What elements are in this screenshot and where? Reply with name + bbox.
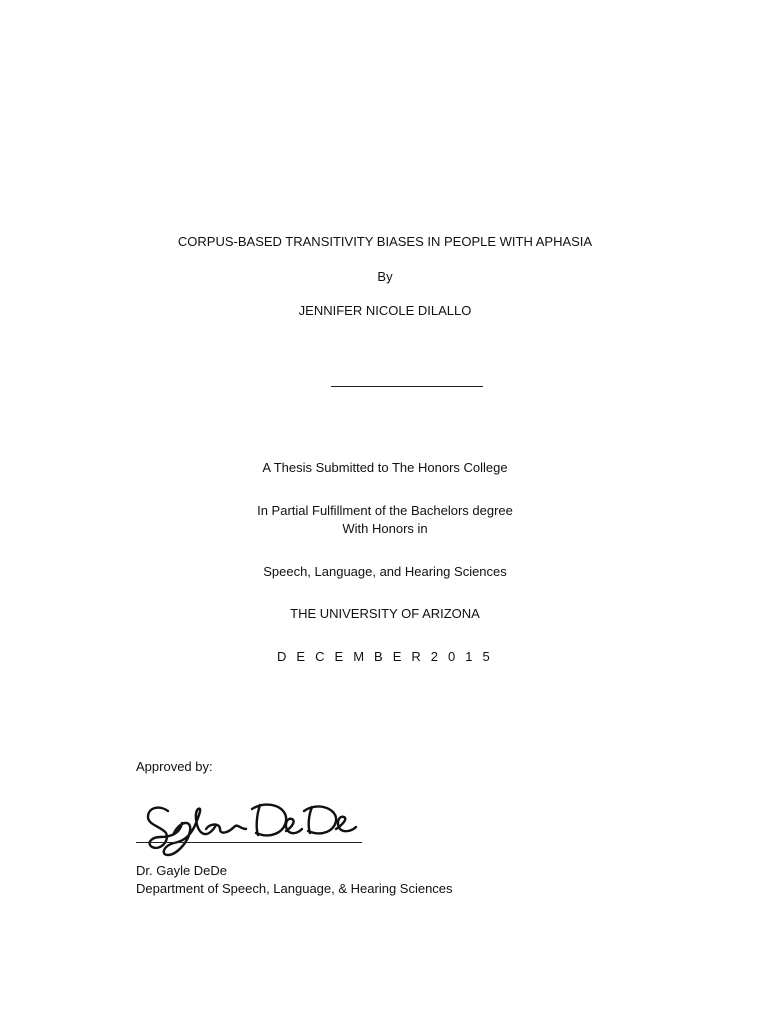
fulfillment-statement: In Partial Fulfillment of the Bachelors degree bbox=[257, 503, 513, 518]
submission-statement: A Thesis Submitted to The Honors College bbox=[262, 460, 508, 475]
approver-name: Dr. Gayle DeDe bbox=[136, 863, 228, 878]
signature-image bbox=[140, 793, 360, 863]
title-divider bbox=[331, 386, 483, 387]
approved-by-label: Approved by: bbox=[136, 759, 213, 774]
honors-statement: With Honors in bbox=[342, 521, 428, 536]
field-of-study: Speech, Language, and Hearing Sciences bbox=[263, 564, 507, 579]
author-name: JENNIFER NICOLE DILALLO bbox=[298, 303, 472, 318]
approver-department: Department of Speech, Language, & Hearing Sciences bbox=[136, 881, 453, 896]
submission-date: D E C E M B E R 2 0 1 5 bbox=[277, 649, 493, 664]
by-label: By bbox=[377, 269, 393, 284]
signature-line bbox=[136, 842, 362, 843]
university-name: THE UNIVERSITY OF ARIZONA bbox=[290, 606, 480, 621]
thesis-title: CORPUS-BASED TRANSITIVITY BIASES IN PEOPLE WITH APHASIA bbox=[177, 234, 593, 249]
